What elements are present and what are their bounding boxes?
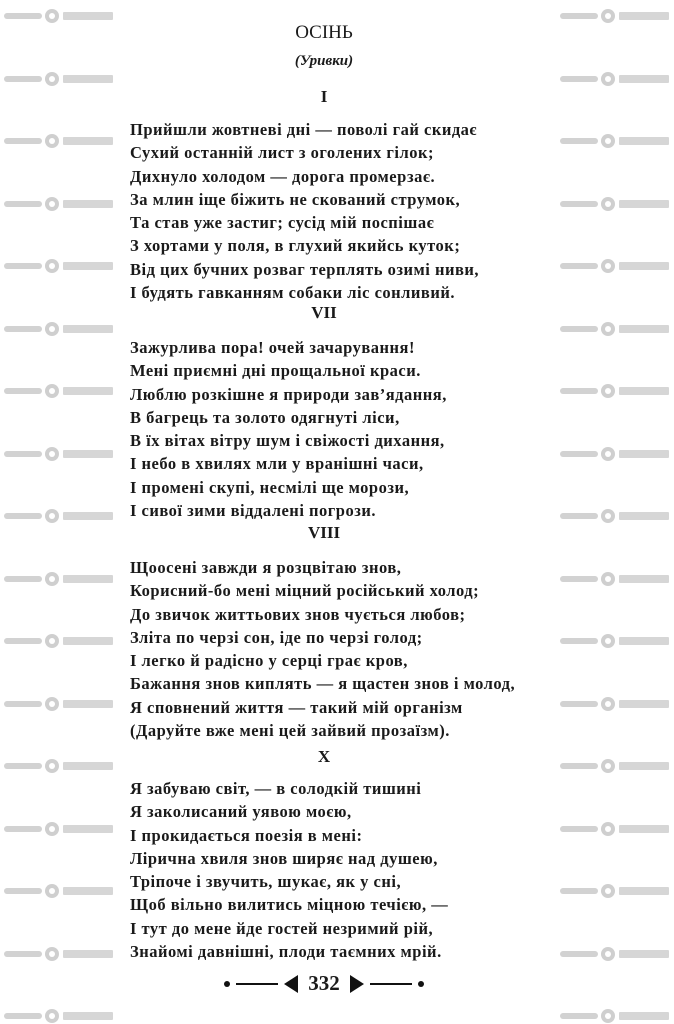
watermark-logo-icon xyxy=(560,1008,670,1024)
poem-line: (Даруйте вже мені цей зайвий прозаїзм). xyxy=(130,721,450,741)
poem-line: В багрець та золото одягнуті ліси, xyxy=(130,407,400,427)
poem-line: Дихнуло холодом — дорога промерзає. xyxy=(130,166,436,186)
poem-line: І прокидається поезія в мені: xyxy=(130,825,363,845)
poem-line: Сухий останній лист з оголених гілок; xyxy=(130,143,434,163)
watermark-logo-icon xyxy=(560,133,670,149)
watermark-logo-icon xyxy=(560,258,670,274)
stanza xyxy=(130,336,550,522)
poem-line: І легко й радісно у серці грає кров, xyxy=(130,651,408,671)
watermark-logo-icon xyxy=(560,946,670,962)
poem-line: Я заколисаний уявою моєю, xyxy=(130,802,352,822)
poem-line: Щоосені завжди я розцвітаю знов, xyxy=(130,558,402,577)
stanza xyxy=(130,556,550,742)
watermark-logo-icon xyxy=(560,508,670,524)
watermark-logo-icon xyxy=(4,883,114,899)
ornament-dot xyxy=(418,981,424,987)
watermark-logo-icon xyxy=(4,821,114,837)
poem-line: За млин іще біжить не скований струмок, xyxy=(130,189,461,209)
poem-line: Я сповнений життя — такий мій організм xyxy=(130,697,463,717)
watermark-logo-icon xyxy=(560,696,670,712)
poem-line: І тут до мене йде гостей незримий рій, xyxy=(130,918,434,938)
watermark-logo-icon xyxy=(4,633,114,649)
watermark-logo-icon xyxy=(560,446,670,462)
watermark-logo-icon xyxy=(560,571,670,587)
watermark-logo-icon xyxy=(4,571,114,587)
poem-subtitle: (Уривки) xyxy=(294,53,354,69)
poem-line: Лірична хвиля знов ширяє над душею, xyxy=(130,848,438,868)
page-footer xyxy=(0,971,648,996)
watermark-logo-icon xyxy=(4,508,114,524)
poem-line: Я забуваю світ, — в солодкій тишині xyxy=(130,779,422,798)
poem-line: І будять гавканням собаки ліс сонливий. xyxy=(130,283,455,303)
poem-line: І промені скупі, несмілі ще морози, xyxy=(130,477,410,497)
poem-line: І сивої зими віддалені погрози. xyxy=(130,501,376,521)
poem-line: Бажання знов киплять — я щастен знов і молод, xyxy=(130,674,516,694)
watermark-logo-icon xyxy=(4,946,114,962)
watermark-logo-icon xyxy=(4,71,114,87)
poem-line: Знайомі давнішні, плоди таємних мрій. xyxy=(130,942,442,962)
poem-line: Від цих бучних розваг терплять озимі ниви, xyxy=(130,259,479,279)
watermark-logo-icon xyxy=(560,71,670,87)
poem-line: І небо в хвилях мли у вранішні часи, xyxy=(130,454,424,474)
section-number: X xyxy=(317,747,331,766)
poem-line: Корисний-бо мені міцний російський холод; xyxy=(130,581,480,601)
arrow-left-ornament-icon xyxy=(284,975,298,993)
ornament-line xyxy=(236,983,278,985)
arrow-right-ornament-icon xyxy=(350,975,364,993)
watermark-logo-icon xyxy=(560,821,670,837)
poem-line: Щоб вільно вилитись міцною течією, — xyxy=(130,895,449,915)
poem-line: До звичок життьових знов чується любов; xyxy=(130,604,466,624)
watermark-logo-icon xyxy=(4,696,114,712)
poem-line: Зліта по черзі сон, іде по черзі голод; xyxy=(130,627,423,647)
watermark-logo-icon xyxy=(560,196,670,212)
watermark-logo-icon xyxy=(560,633,670,649)
watermark-logo-icon xyxy=(4,258,114,274)
poem-line: Тріпоче і звучить, шукає, як у сні, xyxy=(130,872,402,892)
poem-line: Та став уже застиг; сусід мій поспішає xyxy=(130,213,435,233)
watermark-logo-icon xyxy=(4,446,114,462)
section-number: VIII xyxy=(307,523,341,542)
watermark-logo-icon xyxy=(4,133,114,149)
watermark-logo-icon xyxy=(560,883,670,899)
watermark-logo-icon xyxy=(4,383,114,399)
poem-title: ОСІНЬ xyxy=(295,22,353,43)
poem-line: Прийшли жовтневі дні — поволі гай скидає xyxy=(130,120,478,139)
stanza xyxy=(130,777,550,963)
section-number: I xyxy=(320,87,328,106)
section-number: VII xyxy=(311,303,337,322)
ornament-line xyxy=(370,983,412,985)
ornament-dot xyxy=(224,981,230,987)
watermark-logo-icon xyxy=(4,1008,114,1024)
watermark-logo-icon xyxy=(4,196,114,212)
watermark-logo-icon xyxy=(560,383,670,399)
poem-line: Мені приємні дні прощальної краси. xyxy=(130,361,421,381)
poem-line: Зажурлива пора! очей зачарування! xyxy=(130,338,415,357)
poem-line: З хортами у поля, в глухий якийсь куток; xyxy=(130,236,461,256)
poem-line: В їх вітах вітру шум і свіжості дихання, xyxy=(130,431,445,451)
poem-line: Люблю розкішне я природи зав’ядання, xyxy=(130,384,447,404)
page-number: 332 xyxy=(308,971,340,995)
stanza xyxy=(130,118,550,304)
